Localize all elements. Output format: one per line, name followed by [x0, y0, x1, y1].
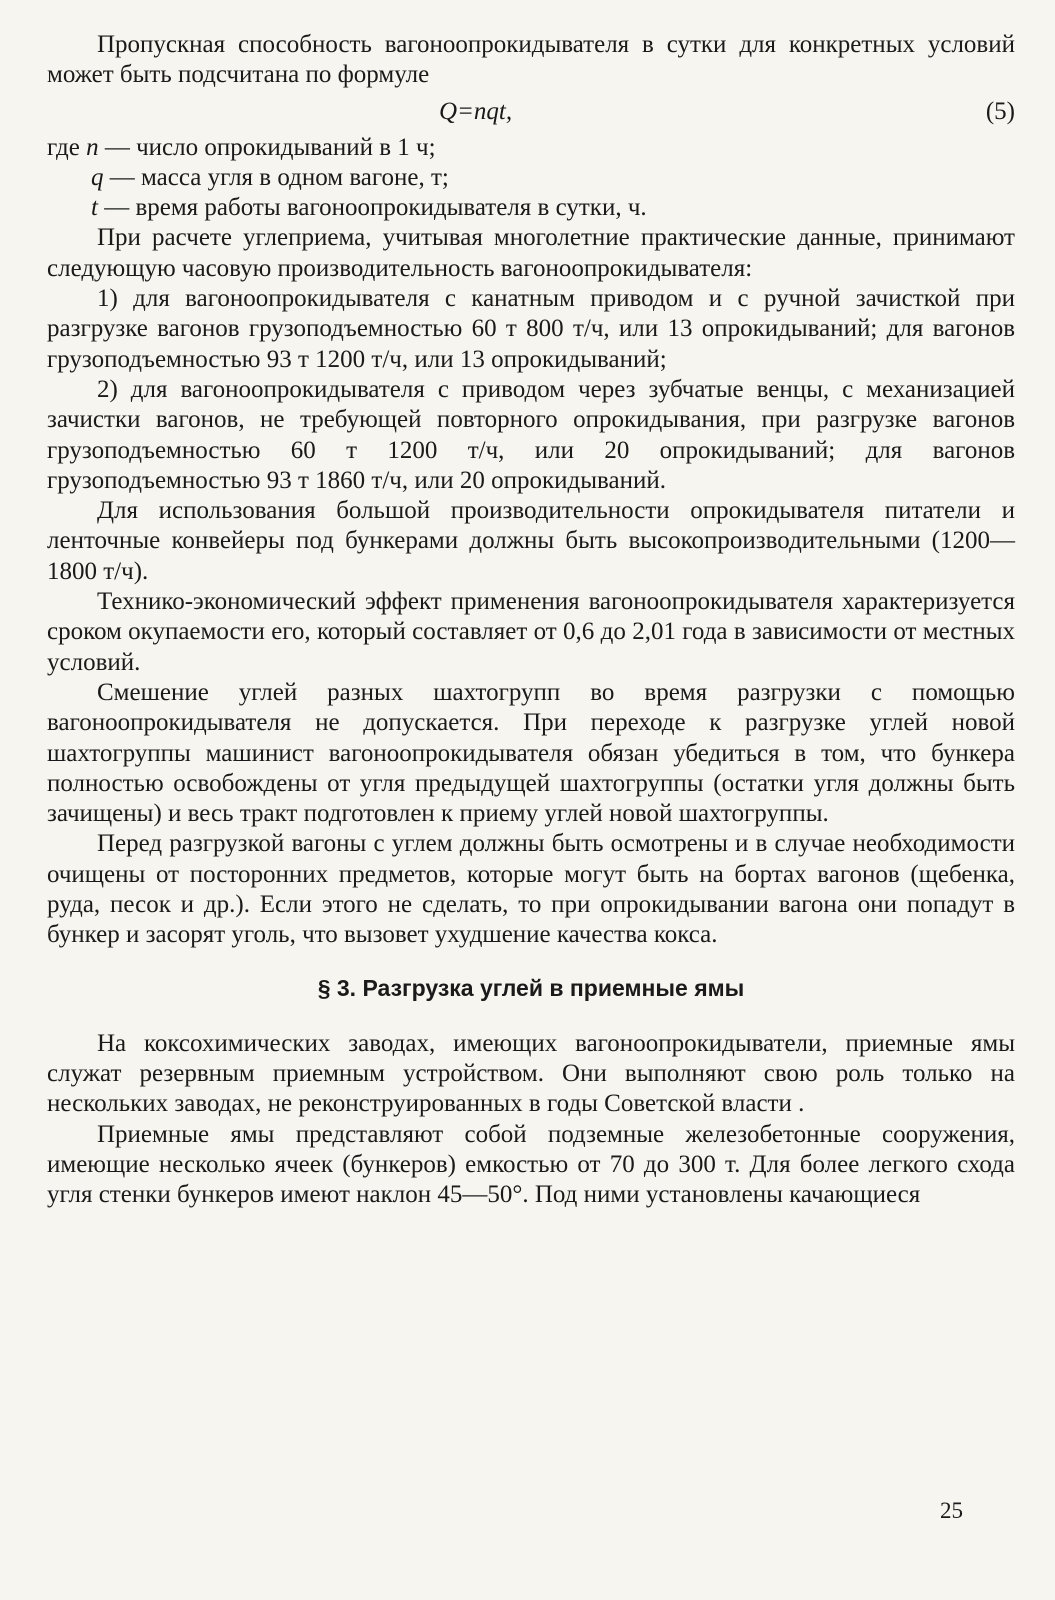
variable-definitions [47, 133, 1015, 224]
list-item-1: 1) для вагоноопрокидывателя с канатным приводом и с ручной зачисткой при разгрузке вагонов грузоподъемностью 60 т 800 т/ч, или 13 опрокидываний; для вагонов грузоподъемностью 93 т 1200 т/ч, или 13 опрокидываний; [47, 285, 1015, 373]
equation-number: (5) [985, 97, 1015, 125]
definition-q: q — масса угля в одном вагоне, т; [91, 163, 449, 191]
paragraph: Для использования большой производительности опрокидывателя питатели и ленточные конвейеры под бункерами должны быть высокопроизводительными (1200—1800 т/ч). [47, 497, 1015, 585]
definition-t: t — время работы вагоноопрокидывателя в сутки, ч. [91, 194, 647, 222]
definition-n: где n — число опрокидываний в 1 ч; [47, 133, 436, 161]
list-item-2: 2) для вагоноопрокидывателя с приводом через зубчатые венцы, с механизацией зачистки вагонов, не требующей повторного опрокидывания, при разгрузке вагонов грузоподъемностью 60 т 1200 т/ч, или 20 опрокидываний; для вагонов грузоподъемностью 93 т 1860 т/ч, или 20 опрокидываний. [47, 375, 1015, 494]
formula-block [47, 97, 1015, 129]
page-content [47, 30, 1015, 1210]
paragraph: Технико-экономический эффект применения вагоноопрокидывателя характеризуется сроком окупаемости его, который составляет от 0,6 до 2,01 года в зависимости от местных условий. [47, 588, 1015, 676]
paragraph-intro: Пропускная способность вагоноопрокидывателя в сутки для конкретных условий может быть подсчитана по формуле [47, 31, 1015, 89]
paragraph: Перед разгрузкой вагоны с углем должны быть осмотрены и в случае необходимости очищены от посторонних предметов, которые могут быть на бортах вагонов (щебенка, руда, песок и др.). Если этого не сделать, то при опрокидывании вагона они попадут в бункер и засорят уголь, что вызовет ухудшение качества кокса. [47, 830, 1015, 949]
paragraph: На коксохимических заводах, имеющих вагоноопрокидыватели, приемные ямы служат резервным приемным устройством. Они выполняют свою роль только на нескольких заводах, не реконструированных в годы Советской власти . [47, 1029, 1015, 1118]
paragraph: Приемные ямы представляют собой подземные железобетонные сооружения, имеющие несколько ячеек (бункеров) емкостью от 70 до 300 т. Для более легкого схода угля стенки бункеров имеют наклон 45—50°. Под ними установлены качающиеся [47, 1120, 1015, 1209]
paragraph: При расчете углеприема, учитывая многолетние практические данные, принимают следующую часовую производительность вагоноопрокидывателя: [47, 224, 1015, 282]
page-number: 25 [940, 1498, 963, 1523]
section-heading: § 3. Разгрузка углей в приемные ямы [317, 974, 745, 1001]
formula: Q=nqt, [439, 97, 513, 125]
paragraph: Смешение углей разных шахтогрупп во время разгрузки с помощью вагоноопрокидывателя не допускается. При переходе к разгрузке углей новой шахтогруппы машинист вагоноопрокидывателя обязан убедиться в том, что бункера полностью освобождены от угля предыдущей шахтогруппы (остатки угля должны быть зачищены) и весь тракт подготовлен к приему углей новой шахтогруппы. [47, 678, 1015, 828]
